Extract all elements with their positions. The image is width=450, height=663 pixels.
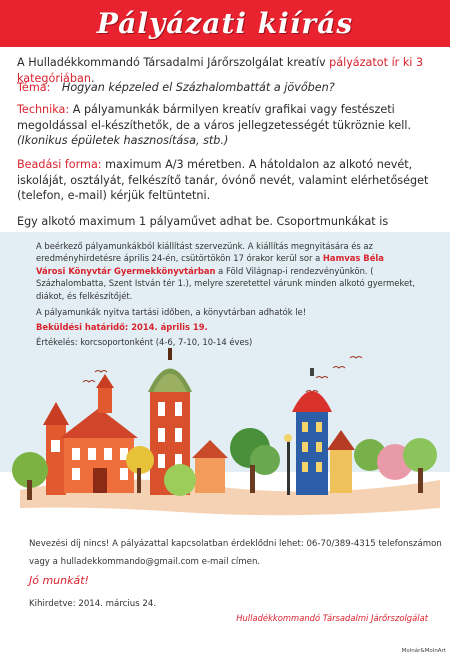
intro-highlight: pályázatot ír ki 3 kategóriában xyxy=(17,56,424,85)
beadasi-paragraph xyxy=(17,157,433,204)
panel-paragraph-1 xyxy=(36,240,416,302)
fee-info: Nevezési díj nincs! A pályázattal kapcsolatban érdeklődni lehet: 06-70/389-4315 telefonszámon xyxy=(29,539,442,549)
technika-label: Technika: xyxy=(17,103,70,116)
posted-date: Kihirdetve: 2014. március 24. xyxy=(29,599,157,609)
page-title: Pályázati kiírás xyxy=(96,7,354,40)
technika-paragraph xyxy=(17,102,433,149)
blue-building xyxy=(292,368,332,495)
tema-label: Téma: xyxy=(17,81,51,94)
technika-note: (Ikonikus épületek hasznosítása, stb.) xyxy=(17,134,229,147)
evaluation: Értékelés: korcsoportonként (4-6, 7-10, 10-14 éves) xyxy=(36,337,253,347)
signature: Hulladékkommandó Társadalmi Járőrszolgálat xyxy=(236,613,428,623)
technika-text: A pályamunkák bármilyen kreatív grafikai vagy festészeti megoldással el-készíthetők, de a város jellegzetességét tükröznie kell. xyxy=(17,103,412,132)
intro-end: . xyxy=(90,71,95,85)
beadasi-text: maximum A/3 méretben. A hátoldalon az alkotó nevét, iskoláját, osztályát, felkészítő tanár, óvónő nevét, valamint elérhetőséget (telefon, e-mail) kérjük feltüntetni. xyxy=(17,158,429,202)
tema-text: Hogyan képzeled el Százhalombattát a jövőben? xyxy=(61,81,335,94)
panel-text-a: A beérkező pályamunkákból kiállítást szervezünk. A kiállítás megnyitására és az eredményhirdetésre április 24-én, csütörtökön 17 órakor kerül sor a xyxy=(36,241,373,264)
tema-paragraph xyxy=(17,80,433,96)
beadasi-label: Beadási forma: xyxy=(17,158,102,171)
good-luck: Jó munkát! xyxy=(29,574,89,587)
panel-text-b: a Föld Világnap-i rendezvényünkön. ( Százhalombatta, Szent István tér 1.), melyre szeretettel várunk minden alkotó gyermeket, diákot, és felkészítőjét. xyxy=(36,265,416,301)
left-house xyxy=(43,374,138,495)
deadline: Beküldési határidő: 2014. április 19. xyxy=(36,322,208,332)
credit: Molnár&MolnArt xyxy=(401,648,446,654)
town-illustration xyxy=(0,330,450,530)
title-banner xyxy=(0,0,450,47)
panel-paragraph-2: A pályamunkák nyitva tartási időben, a könyvtárban adhatók le! xyxy=(36,307,307,317)
rule-paragraph: Egy alkotó maximum 1 pályaművet adhat be. Csoportmunkákat is xyxy=(17,215,389,228)
email-info: vagy a hulladekkommando@gmail.com e-mail címen. xyxy=(29,557,261,567)
intro-text: A Hulladékkommandó Társadalmi Járőrszolgálat kreatív xyxy=(17,56,330,69)
venue-name: Hamvas Béla Városi Könyvtár Gyermekkönyvtárban xyxy=(36,253,384,276)
